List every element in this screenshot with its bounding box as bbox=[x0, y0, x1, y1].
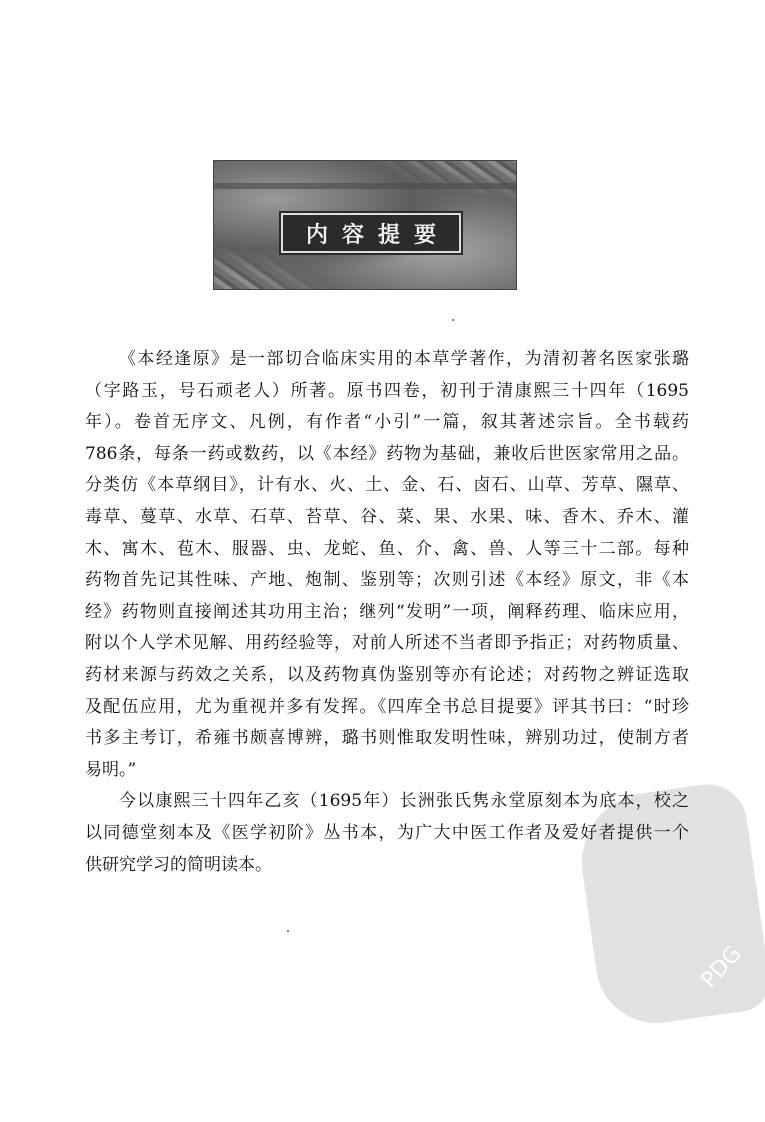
paragraph-2 bbox=[85, 786, 689, 881]
text-line: 木、寓木、苞木、服器、虫、龙蛇、鱼、介、禽、兽、人等三十二部。每种 bbox=[85, 538, 689, 559]
scan-speck bbox=[287, 930, 289, 932]
text-line: 786条，每条一药或数药，以《本经》药物为基础，兼收后世医家常用之品。 bbox=[85, 443, 689, 464]
text-line: 分类仿《本草纲目》，计有水、火、土、金、石、卤石、山草、芳草、隰草、 bbox=[85, 475, 689, 496]
paragraph-1 bbox=[85, 344, 689, 786]
text-line: 附以个人学术见解、用药经验等，对前人所述不当者即予指正；对药物质量、 bbox=[85, 633, 689, 654]
text-line: 药物首先记其性味、产地、炮制、鉴别等；次则引述《本经》原文，非《本 bbox=[85, 570, 689, 591]
text-line: （字路玉，号石顽老人）所著。原书四卷，初刊于清康熙三十四年（1695 bbox=[85, 380, 689, 401]
text-line: 今以康熙三十四年乙亥（1695年）长洲张氏隽永堂原刻本为底本，校之 bbox=[119, 791, 689, 812]
text-line: 药材来源与药效之关系，以及药物真伪鉴别等亦有论述；对药物之辨证选取 bbox=[85, 664, 689, 685]
header-banner-image bbox=[213, 160, 517, 290]
watermark-text: PDG bbox=[696, 941, 747, 994]
text-line: 供研究学习的简明读本。 bbox=[85, 854, 272, 875]
text-line: 年）。卷首无序文、凡例，有作者“小引”一篇，叙其著述宗旨。全书载药 bbox=[85, 412, 689, 433]
text-line: 毒草、蔓草、水草、石草、苔草、谷、菜、果、水果、味、香木、乔木、灌 bbox=[85, 506, 689, 527]
body-text bbox=[85, 344, 689, 881]
text-line: 《本经逢原》是一部切合临床实用的本草学著作，为清初著名医家张璐 bbox=[119, 349, 689, 369]
text-line: 以同德堂刻本及《医学初阶》丛书本，为广大中医工作者及爱好者提供一个 bbox=[85, 822, 689, 843]
text-line: 经》药物则直接阐述其功用主治；继列“发明”一项，阐释药理、临床应用， bbox=[85, 601, 689, 622]
title-plaque bbox=[281, 213, 461, 253]
text-line: 易明。” bbox=[85, 759, 137, 780]
scan-speck bbox=[452, 319, 454, 321]
text-line: 书多主考订，希雍书颇喜博辨，璐书则惟取发明性味，辨别功过，使制方者 bbox=[85, 728, 689, 749]
text-line: 及配伍应用，尤为重视并多有发挥。《四库全书总目提要》评其书曰：“时珍 bbox=[85, 696, 689, 717]
banner-frieze bbox=[214, 183, 516, 189]
page-title: 内容提要 bbox=[305, 221, 450, 248]
